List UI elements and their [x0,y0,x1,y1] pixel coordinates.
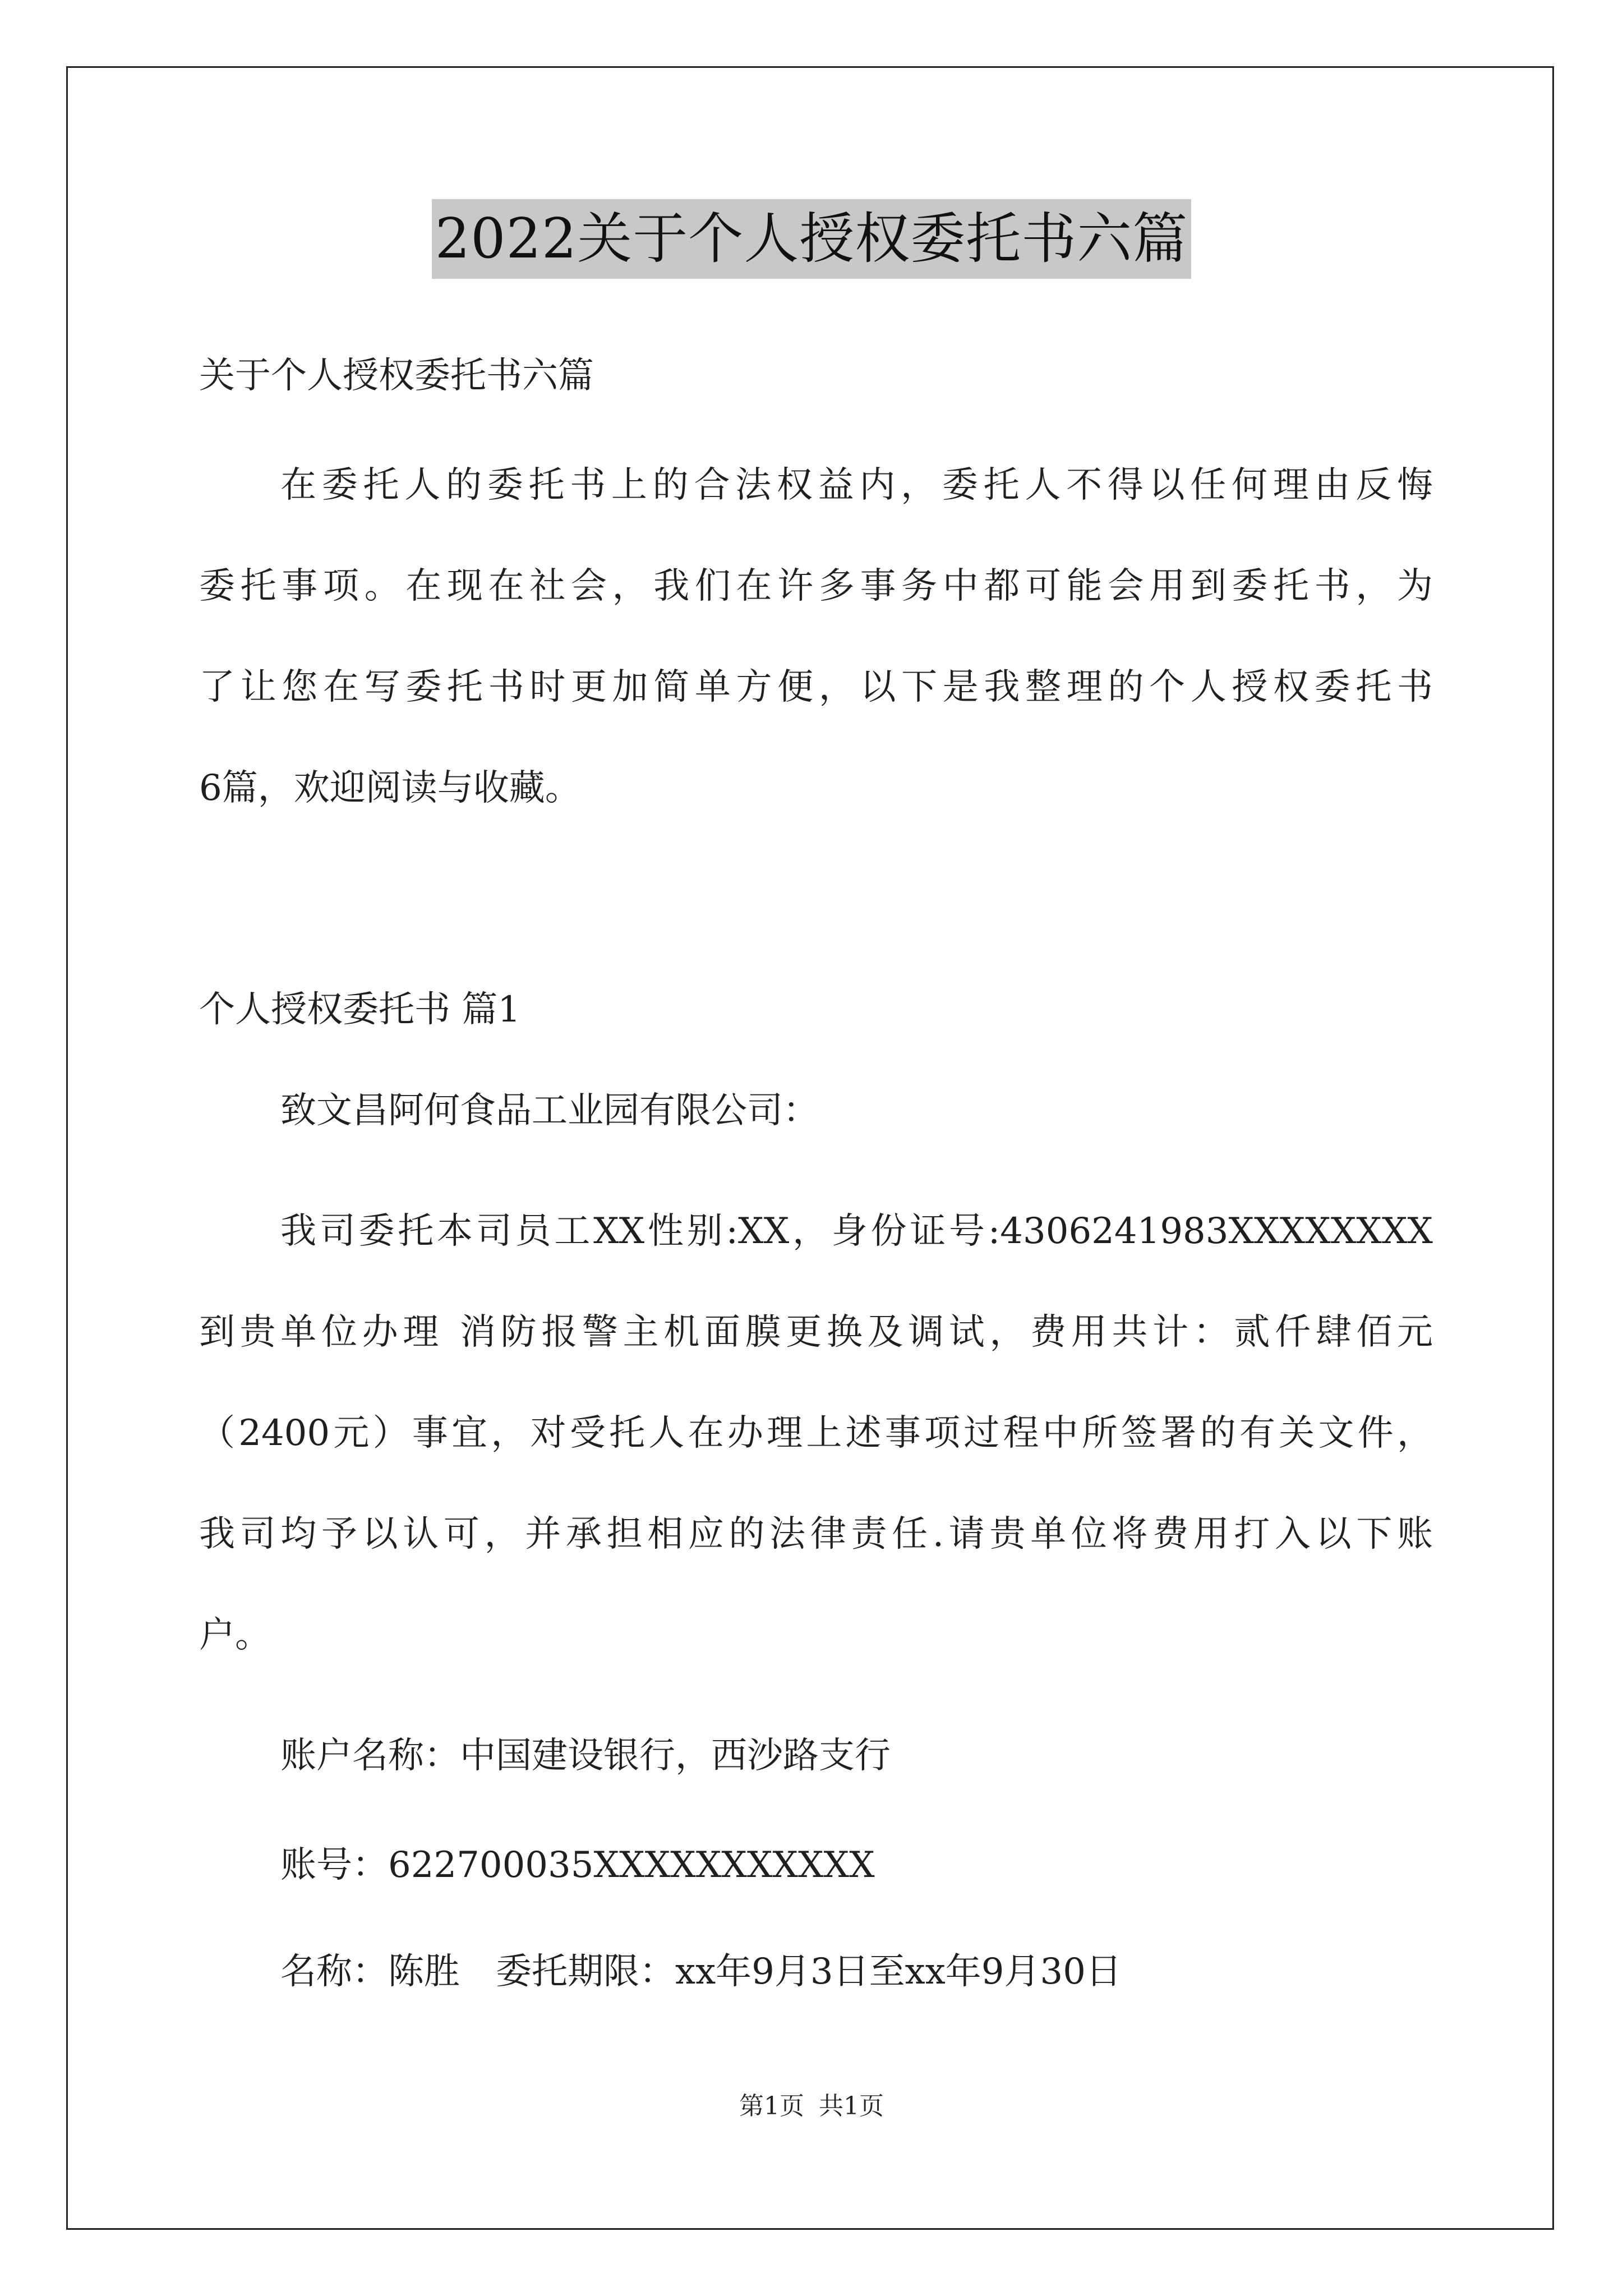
document-subtitle: 关于个人授权委托书六篇 [199,355,594,397]
account-name-line: 账户名称：中国建设银行，西沙路支行 [280,1735,891,1777]
section-heading: 个人授权委托书 篇1 [199,989,521,1030]
body-line-1: 我司委托本司员工XX性别:XX，身份证号:4306241983XXXXXXXX [280,1211,1433,1252]
intro-line-2: 委托事项。在现在社会，我们在许多事务中都可能会用到委托书，为 [199,565,1433,607]
page-footer [0,2090,1623,2123]
page-number: 第1页 [739,2092,804,2120]
body-line-2: 到贵单位办理 消防报警主机面膜更换及调试，费用共计：贰仟肆佰元 [199,1312,1433,1353]
salutation: 致文昌阿何食品工业园有限公司： [280,1090,819,1131]
intro-line-4: 6篇，欢迎阅读与收藏。 [199,767,581,809]
body-line-5: 户。 [199,1614,271,1656]
account-number-line: 账号：622700035XXXXXXXXXXX [280,1844,875,1886]
body-line-4: 我司均予以认可，并承担相应的法律责任.请贵单位将费用打入以下账 [199,1513,1433,1555]
document-title: 2022关于个人授权委托书六篇 [432,199,1191,279]
intro-line-3: 了让您在写委托书时更加简单方便，以下是我整理的个人授权委托书 [199,666,1433,708]
page-total: 共1页 [819,2092,884,2120]
intro-line-1: 在委托人的委托书上的合法权益内，委托人不得以任何理由反悔 [280,464,1433,506]
title-container [0,199,1623,279]
body-line-3: （2400元）事宜，对受托人在办理上述事项过程中所签署的有关文件， [199,1412,1433,1454]
name-period-line: 名称：陈胜 委托期限：xx年9月3日至xx年9月30日 [280,1951,1122,1993]
